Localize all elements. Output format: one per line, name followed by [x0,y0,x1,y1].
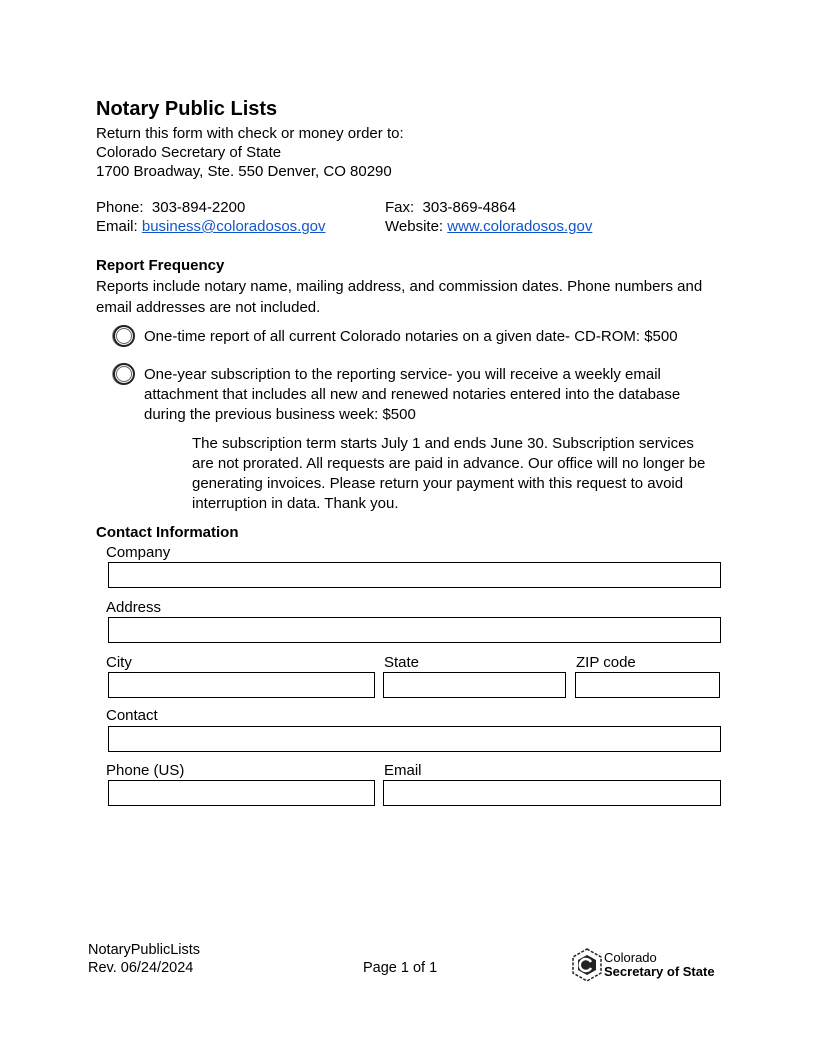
form-name: NotaryPublicLists [88,942,201,958]
one-time-report-radio[interactable] [113,325,135,347]
org-name: Colorado Secretary of State [96,144,282,161]
report-frequency-description: Reports include notary name, mailing address, and commission dates. Phone numbers and email addresses are not included. [96,278,703,316]
zip-label: ZIP code [576,654,636,671]
email-link[interactable]: business@coloradosos.gov [141,218,326,235]
subscription-note: The subscription term starts July 1 and ends June 30. Subscription services are not prorated. All requests are paid in advance. Our office will no longer be generating invoices. Please return your payment with this request to avoid interruption in data. Thank you. [192,435,706,512]
website-line [385,217,592,236]
fax-label: Fax: [385,199,415,216]
contact-input[interactable] [108,726,721,752]
zip-input[interactable] [575,672,720,698]
fax-value: 303-869-4864 [422,199,516,216]
fax-line [385,198,516,217]
colorado-logo-icon [571,948,603,982]
email-input[interactable] [383,780,721,806]
page-number: Page 1 of 1 [363,960,438,976]
email-field-label: Email [384,762,422,779]
logo-line-2: Secretary of State [604,964,715,979]
website-label: Website: [385,218,444,235]
sos-logo [571,948,721,984]
phone-line [96,198,245,217]
phone-label: Phone: [96,199,144,216]
phone-value: 303-894-2200 [151,199,246,216]
form-revision: Rev. 06/24/2024 [88,960,194,976]
report-frequency-heading: Report Frequency [96,257,225,274]
website-link[interactable]: www.coloradosos.gov [447,218,593,235]
phone-us-label: Phone (US) [106,762,185,779]
contact-label: Contact [106,707,158,724]
contact-information-heading: Contact Information [96,524,239,541]
city-input[interactable] [108,672,375,698]
state-label: State [384,654,420,671]
company-input[interactable] [108,562,721,588]
logo-line-1: Colorado [604,950,657,965]
email-label: Email: [96,218,138,235]
page-title: Notary Public Lists [96,98,278,120]
return-instructions: Return this form with check or money order to: [96,125,404,142]
org-address: 1700 Broadway, Ste. 550 Denver, CO 80290 [96,163,392,180]
city-label: City [106,654,132,671]
address-label: Address [106,599,162,616]
state-input[interactable] [383,672,566,698]
company-label: Company [106,544,171,561]
subscription-label: One-year subscription to the reporting service- you will receive a weekly email attachment that includes all new and renewed notaries entered into the database during the previous business week: $500 [144,366,681,423]
phone-us-input[interactable] [108,780,375,806]
address-input[interactable] [108,617,721,643]
one-time-report-label: One-time report of all current Colorado notaries on a given date- CD-ROM: $500 [144,328,678,345]
email-line [96,217,326,236]
subscription-radio[interactable] [113,363,135,385]
